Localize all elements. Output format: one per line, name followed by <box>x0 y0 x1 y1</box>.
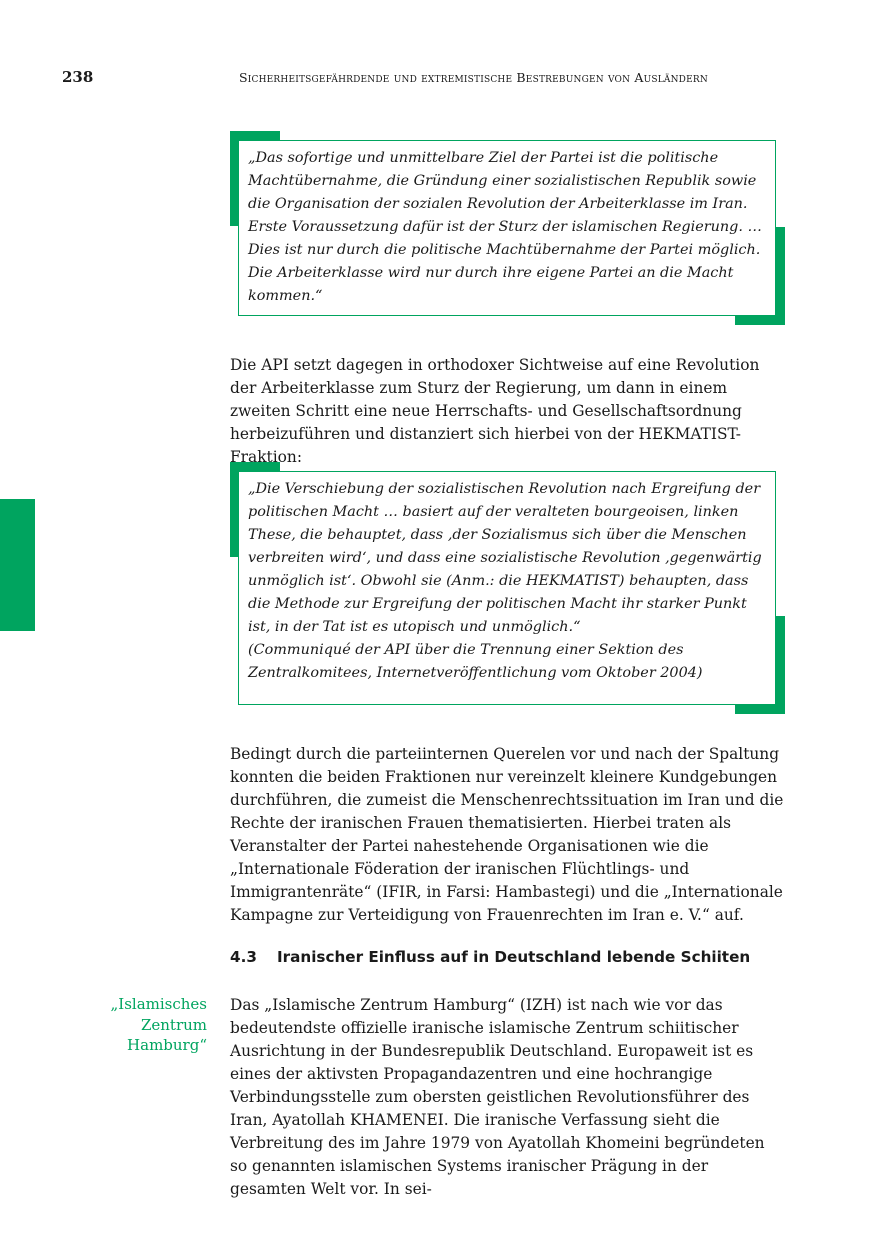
section-number: 4.3 <box>230 948 257 966</box>
section-heading <box>230 948 790 966</box>
page-number: 238 <box>62 68 94 86</box>
paragraph-1: Die API setzt dagegen in orthodoxer Sichtweise auf eine Revolution der Arbeiterklasse zum Sturz der Regierung, um dann in einem zweiten Schritt eine neue Herrschafts- und Gesellschaftsordnung herbeizuführen und distanziert sich hierbei von der HEKMATIST-Fraktion: <box>230 356 760 466</box>
section-title: Iranischer Einfluss auf in Deutschland lebende Schiiten <box>277 948 751 966</box>
quote-2-source: (Communiqué der API über die Trennung einer Sektion des Zentralkomitees, Internetveröffentlichung vom Oktober 2004) <box>248 642 703 681</box>
quote-1-text: „Das sofortige und unmittelbare Ziel der Partei ist die politische Machtübernahme, die Gründung einer sozialistischen Republik sowie die Organisation der sozialen Revolution der Arbeiterklasse im Iran. Erste Voraussetzung dafür ist der Sturz der islamischen Regierung. … Dies ist nur durch die politische Machtübernahme der Partei möglich. Die Arbeiterklasse wird nur durch ihre eigene Partei an die Macht kommen.“ <box>248 150 762 304</box>
quote-box-2 <box>230 462 785 714</box>
quote-box-1 <box>230 131 785 325</box>
margin-note: „Islamisches Zentrum Hamburg“ <box>110 995 207 1054</box>
running-head: Sicherheitsgefährdende und extremistische Bestrebungen von Ausländern <box>239 70 708 85</box>
quote-2-text: „Die Verschiebung der sozialistischen Revolution nach Ergreifung der politischen Macht … basiert auf der veralteten bourgeoisen, linken These, die behauptet, dass ‚der Sozialismus sich über die Menschen verbreiten wird‘, und dass eine sozialistische Revolution ‚gegenwärtig unmöglich ist‘. Obwohl sie (Anm.: die HEKMATIST) behaupten, dass die Methode zur Ergreifung der politischen Macht ihr starker Punkt ist, in der Tat ist es utopisch und unmöglich.“ <box>248 481 762 635</box>
chapter-side-tab <box>0 499 35 631</box>
paragraph-2: Bedingt durch die parteiinternen Querelen vor und nach der Spaltung konnten die beiden Fraktionen nur vereinzelt kleinere Kundgebungen durchführen, die zumeist die Menschenrechtssituation im Iran und die Rechte der iranischen Frauen thematisierten. Hierbei traten als Veranstalter der Partei nahestehende Organisationen wie die „Internationale Föderation der iranischen Flüchtlings- und Immigrantenräte“ (IFIR, in Farsi: Hambastegi) und die „Internationale Kampagne zur Verteidigung von Frauenrechten im Iran e. V.“ auf. <box>230 745 784 924</box>
paragraph-3: Das „Islamische Zentrum Hamburg“ (IZH) ist nach wie vor das bedeutendste offizielle iranische islamische Zentrum schiitischer Ausrichtung in der Bundesrepublik Deutschland. Europaweit ist es eines der aktivsten Propagandazentren und eine hochrangige Verbindungsstelle zum obersten geistlichen Revolutionsführer des Iran, Ayatollah KHAMENEI. Die iranische Verfassung sieht die Verbreitung des im Jahre 1979 von Ayatollah Khomeini begründeten so genannten islamischen Systems iranischer Prägung in der gesamten Welt vor. In sei- <box>230 996 765 1198</box>
